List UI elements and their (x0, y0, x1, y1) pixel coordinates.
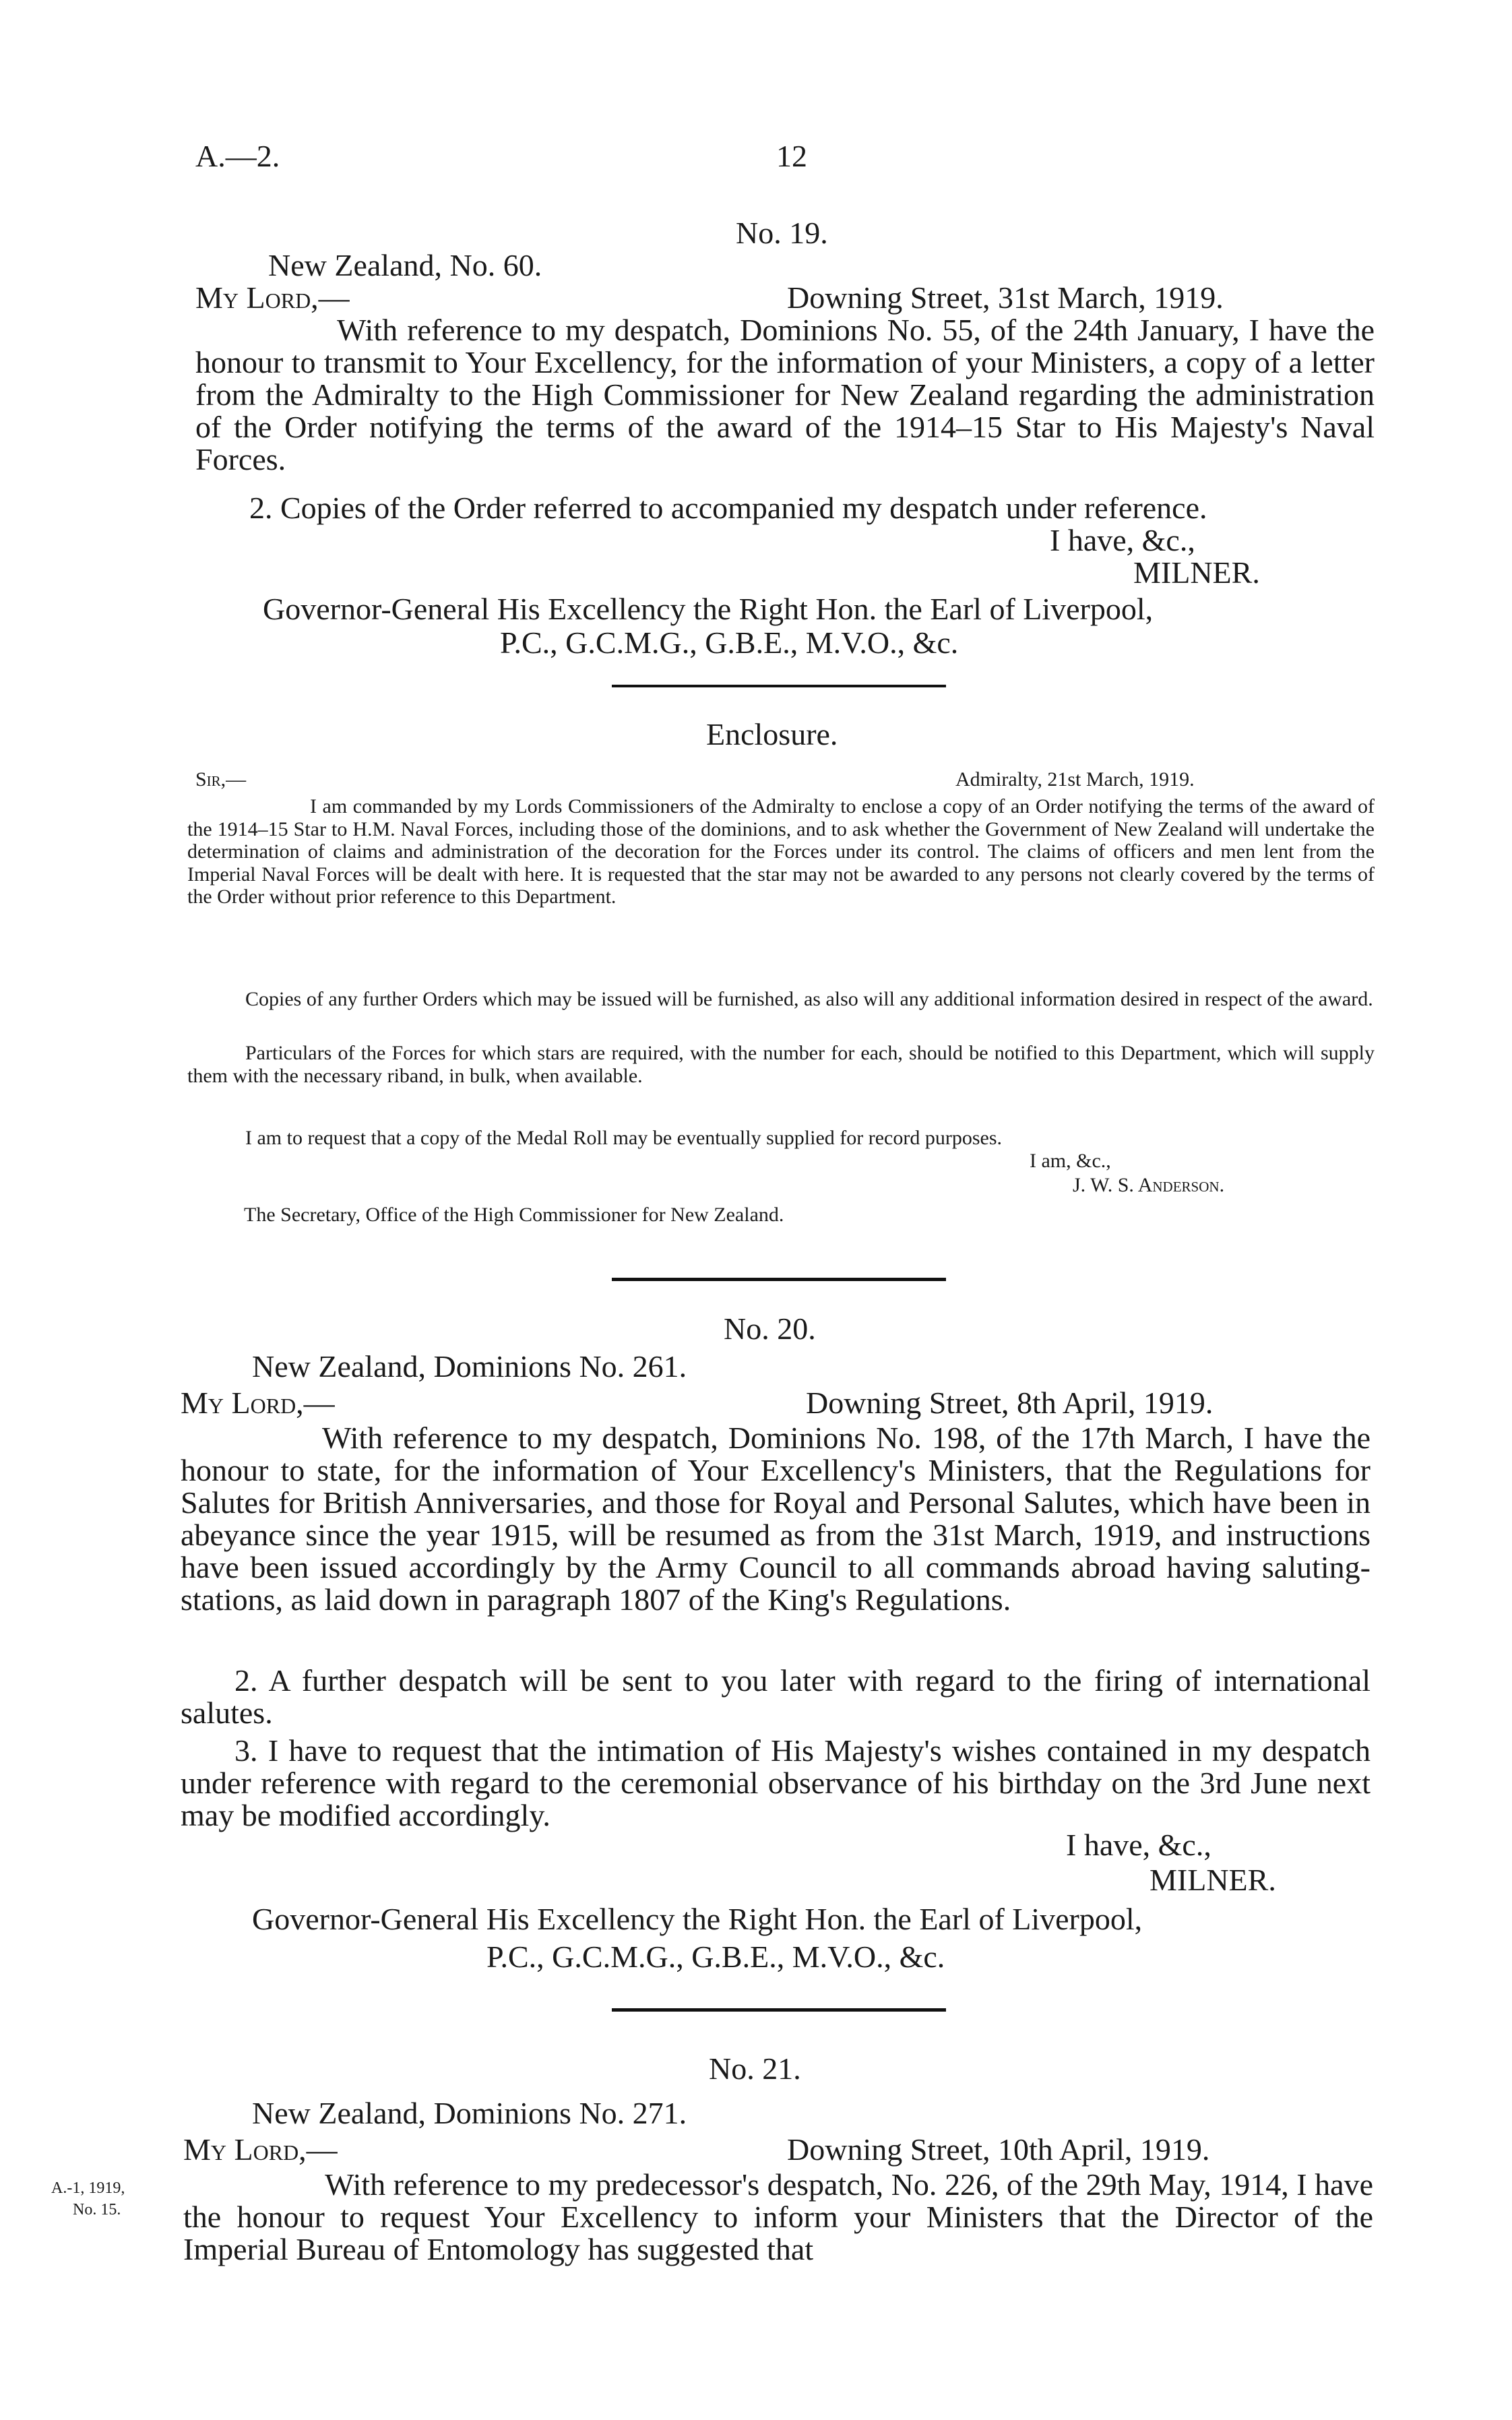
closing: I have, &c., (1066, 1828, 1211, 1862)
despatch-reference: New Zealand, No. 60. (268, 248, 542, 282)
margin-reference: A.-1, 1919, (51, 2179, 125, 2197)
body-paragraph: 2. Copies of the Order referred to accompanied my despatch under reference. (249, 491, 1207, 525)
signature: J. W. S. Anderson. (1073, 1174, 1225, 1196)
signature: MILNER. (1133, 555, 1260, 590)
closing: I have, &c., (1050, 523, 1195, 557)
body-paragraph: 3. I have to request that the intimation of His Majesty's wishes contained in my despatch under reference with regard to the ceremonial observance of his birthday on the 3rd June next may be modified accordingly. (181, 1733, 1371, 1832)
enclosure-heading: Enclosure. (706, 717, 838, 751)
section-divider (612, 1278, 946, 1281)
body-paragraph: With reference to my predecessor's despatch, No. 226, of the 29th May, 1914, I have the honour to request Your Excellency to inform your Ministers that the Director of the Imperial Bureau of Entomology has suggested that (183, 2167, 1373, 2266)
despatch-number: No. 21. (709, 2051, 801, 2086)
salutation: My Lord,— (181, 1386, 335, 1420)
section-divider (612, 2008, 946, 2012)
page-number: 12 (776, 139, 807, 173)
section-divider (612, 685, 946, 687)
despatch-reference: New Zealand, Dominions No. 261. (252, 1349, 687, 1384)
addressee-line: Governor-General His Excellency the Right Hon. the Earl of Liverpool, (263, 592, 1154, 626)
body-paragraph: With reference to my despatch, Dominions No. 198, of the 17th March, I have the honour to state, for the information of Your Excellency's Ministers, that the Regulations for Salutes for British Anniversaries, and those for Royal and Personal Salutes, which have been in abeyance since the year 1915, will be resumed as from the 31st March, 1919, and instructions have been issued accordingly by the Army Council to all commands abroad having saluting-stations, as laid down in paragraph 1807 of the King's Regulations. (181, 1421, 1371, 1617)
signature: MILNER. (1149, 1863, 1276, 1897)
salutation: My Lord,— (195, 280, 350, 315)
despatch-date: Downing Street, 10th April, 1919. (787, 2132, 1210, 2167)
enclosure-paragraph: Particulars of the Forces for which stars are required, with the number for each, should be notified to this Department, which will supply them with the necessary riband, in bulk, when available. (187, 1042, 1375, 1087)
salutation: My Lord,— (183, 2132, 338, 2167)
despatch-date: Downing Street, 8th April, 1919. (806, 1386, 1214, 1420)
despatch-number: No. 20. (724, 1311, 816, 1346)
addressee-line: The Secretary, Office of the High Commissioner for New Zealand. (244, 1204, 784, 1226)
enclosure-paragraph: Copies of any further Orders which may be issued will be furnished, as also will any additional information desired in respect of the award. (245, 988, 1373, 1010)
margin-reference: No. 15. (73, 2201, 121, 2219)
body-paragraph: With reference to my despatch, Dominions No. 55, of the 24th January, I have the honour to transmit to Your Excellency, for the information of your Ministers, a copy of a letter from the Admiralty to the High Commissioner for New Zealand regarding the administration of the Order notifying the terms of the award of the 1914–15 Star to His Majesty's Naval Forces. (195, 313, 1375, 476)
body-paragraph: 2. A further despatch will be sent to you later with regard to the firing of international salutes. (181, 1663, 1371, 1730)
despatch-reference: New Zealand, Dominions No. 271. (252, 2096, 687, 2130)
series-label: A.—2. (195, 139, 280, 173)
closing: I am, &c., (1030, 1150, 1111, 1172)
despatch-number: No. 19. (736, 216, 828, 250)
addressee-line: P.C., G.C.M.G., G.B.E., M.V.O., &c. (486, 1940, 945, 1974)
enclosure-date: Admiralty, 21st March, 1919. (955, 768, 1195, 790)
salutation: Sir,— (195, 768, 247, 790)
enclosure-paragraph: I am commanded by my Lords Commissioners of the Admiralty to enclose a copy of an Order notifying the terms of the award of the 1914–15 Star to H.M. Naval Forces, including those of the dominions, and to ask whether the Government of New Zealand will undertake the determination of claims and administration of the decoration for the Forces under its control. The claims of officers and men lent from the Imperial Naval Forces will be dealt with here. It is requested that the star may not be awarded to any persons not clearly covered by the terms of the Order without prior reference to this Department. (187, 795, 1375, 908)
despatch-date: Downing Street, 31st March, 1919. (787, 280, 1224, 315)
enclosure-paragraph: I am to request that a copy of the Medal Roll may be eventually supplied for record purposes. (245, 1127, 1003, 1149)
addressee-line: P.C., G.C.M.G., G.B.E., M.V.O., &c. (500, 625, 959, 660)
addressee-line: Governor-General His Excellency the Right Hon. the Earl of Liverpool, (252, 1902, 1143, 1936)
